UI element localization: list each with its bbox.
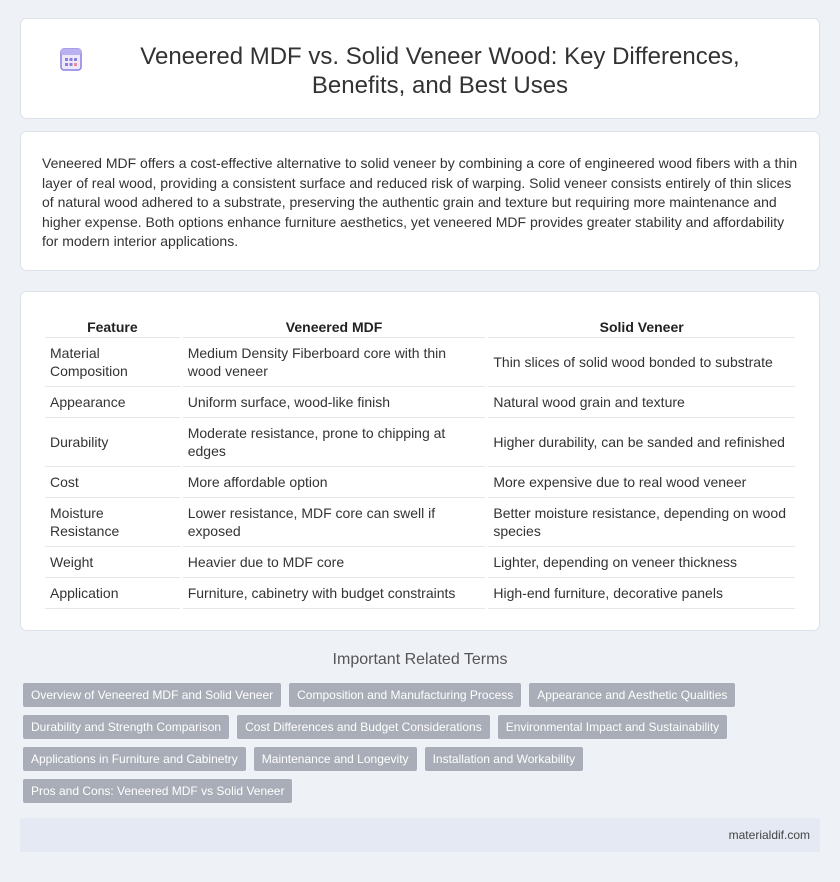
table-cell-solid-veneer: More expensive due to real wood veneer: [488, 467, 795, 498]
table-cell-feature: Moisture Resistance: [45, 498, 180, 547]
column-header-veneered-mdf: Veneered MDF: [183, 316, 486, 338]
table-row: [45, 338, 795, 387]
table-row: [45, 467, 795, 498]
related-term-tag[interactable]: Maintenance and Longevity: [254, 747, 417, 771]
column-header-solid-veneer: Solid Veneer: [488, 316, 795, 338]
header-card: [20, 18, 820, 119]
related-term-tag[interactable]: Composition and Manufacturing Process: [289, 683, 521, 707]
related-term-tag[interactable]: Applications in Furniture and Cabinetry: [23, 747, 246, 771]
intro-text: Veneered MDF offers a cost-effective alternative to solid veneer by combining a core of engineered wood fibers with a thin layer of real wood, providing a consistent surface and reduced risk of warping. Solid veneer consists entirely of thin slices of natural wood adhered to a substrate, preserving the authentic grain and texture but requiring more maintenance and higher expense. Both options enhance furniture aesthetics, yet veneered MDF provides greater stability and affordability for modern interior applications.: [42, 155, 798, 250]
table-cell-feature: Cost: [45, 467, 180, 498]
table-cell-veneered-mdf: Moderate resistance, prone to chipping at edges: [183, 418, 486, 467]
table-cell-veneered-mdf: More affordable option: [183, 467, 486, 498]
related-term-tag[interactable]: Pros and Cons: Veneered MDF vs Solid Veneer: [23, 779, 292, 803]
table-cell-veneered-mdf: Medium Density Fiberboard core with thin wood veneer: [183, 338, 486, 387]
intro-card: [20, 131, 820, 271]
related-term-tag[interactable]: Installation and Workability: [425, 747, 584, 771]
table-cell-solid-veneer: Lighter, depending on veneer thickness: [488, 547, 795, 578]
related-term-tag[interactable]: Durability and Strength Comparison: [23, 715, 229, 739]
table-cell-veneered-mdf: Furniture, cabinetry with budget constraints: [183, 578, 486, 609]
table-cell-veneered-mdf: Uniform surface, wood-like finish: [183, 387, 486, 418]
table-cell-solid-veneer: Thin slices of solid wood bonded to substrate: [488, 338, 795, 387]
table-cell-solid-veneer: Higher durability, can be sanded and refinished: [488, 418, 795, 467]
table-cell-feature: Material Composition: [45, 338, 180, 387]
table-cell-solid-veneer: Natural wood grain and texture: [488, 387, 795, 418]
column-header-feature: Feature: [45, 316, 180, 338]
table-cell-feature: Weight: [45, 547, 180, 578]
related-term-tag[interactable]: Overview of Veneered MDF and Solid Veneer: [23, 683, 281, 707]
table-cell-veneered-mdf: Heavier due to MDF core: [183, 547, 486, 578]
related-term-tag[interactable]: Appearance and Aesthetic Qualities: [529, 683, 735, 707]
related-terms-title: Important Related Terms: [332, 651, 508, 668]
related-term-tag[interactable]: Environmental Impact and Sustainability: [498, 715, 727, 739]
table-row: [45, 547, 795, 578]
table-cell-feature: Application: [45, 578, 180, 609]
table-header-row: [45, 316, 795, 338]
table-cell-solid-veneer: Better moisture resistance, depending on wood species: [488, 498, 795, 547]
table-row: [45, 498, 795, 547]
footer: [20, 818, 820, 852]
related-terms-list: [23, 683, 783, 803]
table-cell-solid-veneer: High-end furniture, decorative panels: [488, 578, 795, 609]
footer-site-link[interactable]: materialdif.com: [728, 828, 810, 842]
related-term-tag[interactable]: Cost Differences and Budget Considerations: [237, 715, 490, 739]
comparison-table: [42, 316, 798, 609]
page-title: Veneered MDF vs. Solid Veneer Wood: Key Differences, Benefits, and Best Uses: [140, 43, 740, 99]
table-row: [45, 387, 795, 418]
table-cell-veneered-mdf: Lower resistance, MDF core can swell if exposed: [183, 498, 486, 547]
table-row: [45, 578, 795, 609]
table-row: [45, 418, 795, 467]
comparison-table-card: [20, 291, 820, 631]
table-cell-feature: Durability: [45, 418, 180, 467]
table-cell-feature: Appearance: [45, 387, 180, 418]
